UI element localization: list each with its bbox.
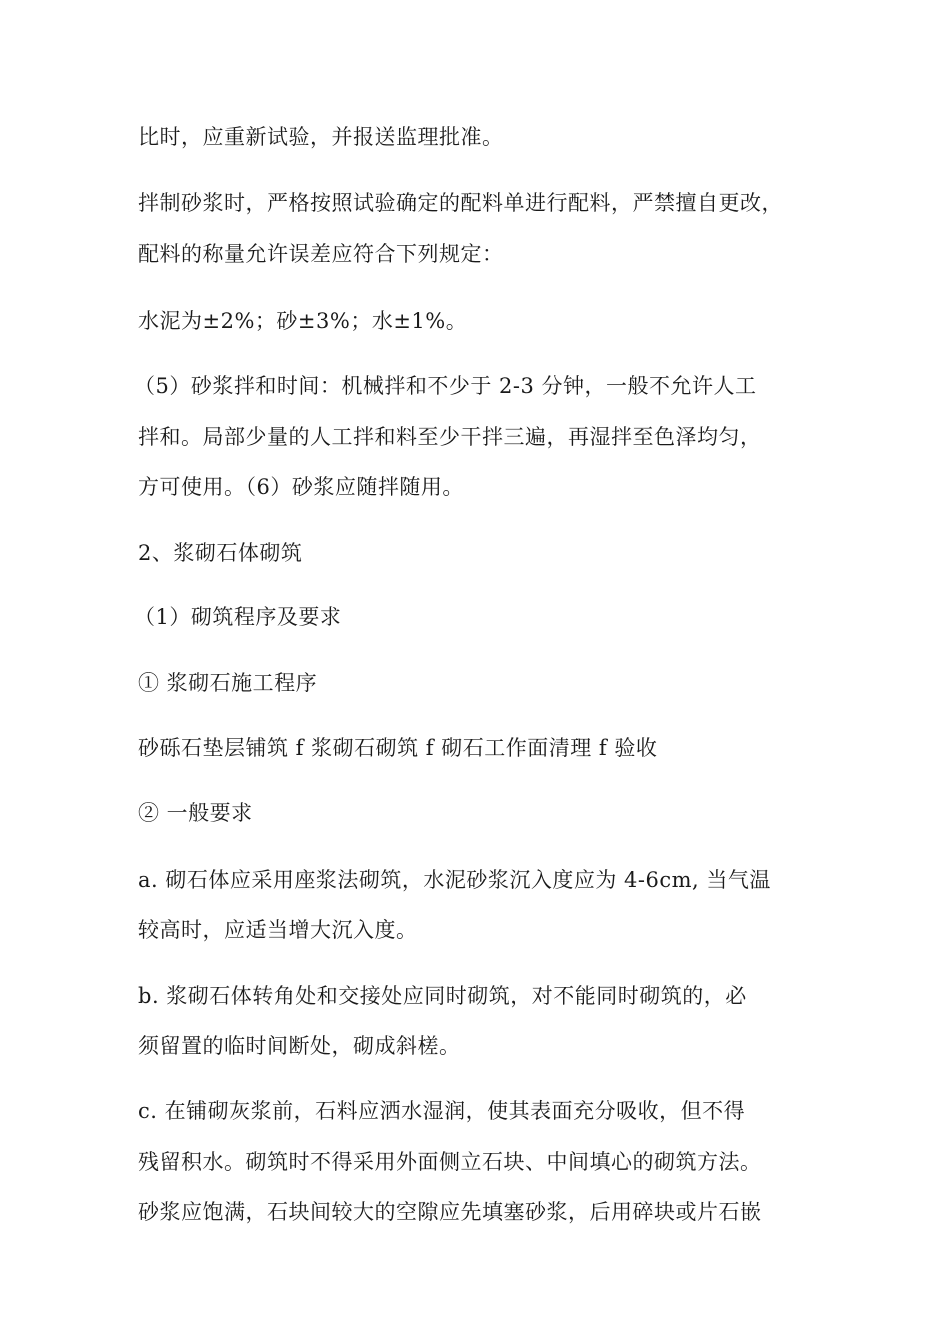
text-line-3: 配料的称量允许误差应符合下列规定： — [138, 242, 504, 266]
text-line-16: 须留置的临时间断处，砌成斜槎。 — [138, 1034, 461, 1058]
text-line-11: 砂砾石垫层铺筑 f 浆砌石砌筑 f 砌石工作面清理 f 验收 — [138, 736, 658, 760]
section-heading: 2、浆砌石体砌筑 — [138, 541, 303, 565]
item-heading-2: ② 一般要求 — [138, 801, 253, 825]
text-line-4: 水泥为±2%；砂±3%；水±1%。 — [138, 309, 468, 333]
text-line-13: a. 砌石体应采用座浆法砌筑，水泥砂浆沉入度应为 4-6cm, 当气温 — [138, 868, 771, 892]
text-line-5: （5）砂浆拌和时间：机械拌和不少于 2-3 分钟，一般不允许人工 — [134, 374, 757, 398]
text-line-17: c. 在铺砌灰浆前，石料应洒水湿润，使其表面充分吸收，但不得 — [138, 1099, 746, 1123]
text-line-7: 方可使用。（6）砂浆应随拌随用。 — [138, 475, 464, 499]
item-heading-1: ① 浆砌石施工程序 — [138, 671, 318, 695]
text-line-18: 残留积水。砌筑时不得采用外面侧立石块、中间填心的砌筑方法。 — [138, 1150, 762, 1174]
text-line-2: 拌制砂浆时，严格按照试验确定的配料单进行配料，严禁擅自更改， — [138, 191, 783, 215]
text-line-1: 比时，应重新试验，并报送监理批准。 — [138, 125, 504, 149]
text-line-19: 砂浆应饱满，石块间较大的空隙应先填塞砂浆，后用碎块或片石嵌 — [138, 1200, 762, 1224]
subsection-heading: （1）砌筑程序及要求 — [134, 605, 342, 629]
text-line-14: 较高时，应适当增大沉入度。 — [138, 918, 418, 942]
text-line-6: 拌和。局部少量的人工拌和料至少干拌三遍，再湿拌至色泽均匀， — [138, 425, 762, 449]
text-line-15: b. 浆砌石体转角处和交接处应同时砌筑，对不能同时砌筑的，必 — [138, 984, 747, 1008]
